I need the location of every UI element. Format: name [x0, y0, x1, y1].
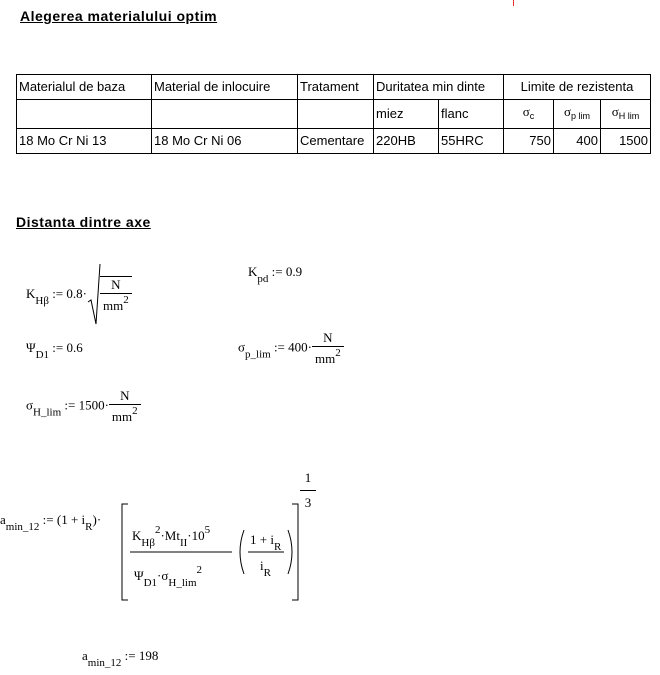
table-subheader-row [17, 100, 651, 129]
section-heading-distance: Distanta dintre axe [16, 214, 151, 230]
fraction-bar [300, 490, 316, 491]
empty-cell [298, 100, 374, 129]
exponent-one-third: 1 3 [300, 470, 316, 511]
formula-a-min-12-value: $a_{min\_12}$ := 198 [82, 648, 159, 669]
inner-denominator: $i_R$ [260, 558, 271, 579]
cell-sigma-p-lim: 400 [554, 129, 601, 154]
radical-sign [87, 262, 101, 328]
section-heading-material: Alegerea materialului optim [20, 8, 218, 24]
material-table [16, 74, 651, 154]
subheader-core: miez [374, 100, 439, 129]
subheader-sigma-c: $\sigma_c$ [504, 100, 554, 129]
empty-cell [17, 100, 152, 129]
header-replacement-material: Material de inlocuire [152, 75, 298, 100]
formula-k-h-beta: $K_{H\beta}$ := 0.8· $\frac{N}{mm^2}$ [26, 262, 132, 328]
subheader-sigma-h-lim: $\sigma_{H lim}$ [601, 100, 651, 129]
main-numerator: $K_{H\beta}^2\cdot Mt_{II}\cdot 10^5$ [132, 524, 211, 549]
cell-core-hardness: 220HB [374, 129, 439, 154]
cell-base-material: 18 Mo Cr Ni 13 [17, 129, 152, 154]
cell-flank-hardness: 55HRC [439, 129, 504, 154]
subheader-sigma-p-lim: $\sigma_{p lim}$ [554, 100, 601, 129]
formula-psi-d1: $\Psi_{D1}$ := 0.6 [26, 340, 83, 361]
sqrt-symbol: $\frac{N}{mm^2}$ [87, 262, 132, 328]
header-treatment: Tratament [298, 75, 374, 100]
bracketed-expression [120, 502, 300, 602]
red-tick-mark [513, 0, 514, 6]
fraction-n-over-mm2: $\frac{N}{mm^2}$ [312, 330, 344, 367]
cell-sigma-c: 750 [504, 129, 554, 154]
table-header-row [17, 75, 651, 100]
header-strength-limits: Limite de rezistenta [504, 75, 651, 100]
fraction-n-over-mm2: $\frac{N}{mm^2}$ [109, 388, 141, 425]
formula-sigma-p-lim: $\sigma_{p\_lim}$ := 400· $\frac{N}{mm^2}$ [238, 330, 344, 367]
header-hardness: Duritatea min dinte [374, 75, 504, 100]
header-base-material: Materialul de baza [17, 75, 152, 100]
table-row [17, 129, 651, 154]
formula-sigma-h-lim: $\sigma_{H\_lim}$ := 1500· $\frac{N}{mm^2}$ [26, 388, 141, 425]
subheader-flank: flanc [439, 100, 504, 129]
inner-numerator: $1 + i_R$ [250, 532, 282, 553]
formula-k-pd: $K_{pd}$ := 0.9 [248, 264, 303, 285]
main-denominator: $\Psi_{D1}\cdot\sigma_{H\_lim}^2$ [134, 564, 203, 589]
cell-sigma-h-lim: 1500 [601, 129, 651, 154]
formula-a-min-12: $a_{min\_12}$ := $(1 + i_R)\cdot$ [0, 512, 102, 533]
cell-replacement-material: 18 Mo Cr Ni 06 [152, 129, 298, 154]
cell-treatment: Cementare [298, 129, 374, 154]
empty-cell [152, 100, 298, 129]
